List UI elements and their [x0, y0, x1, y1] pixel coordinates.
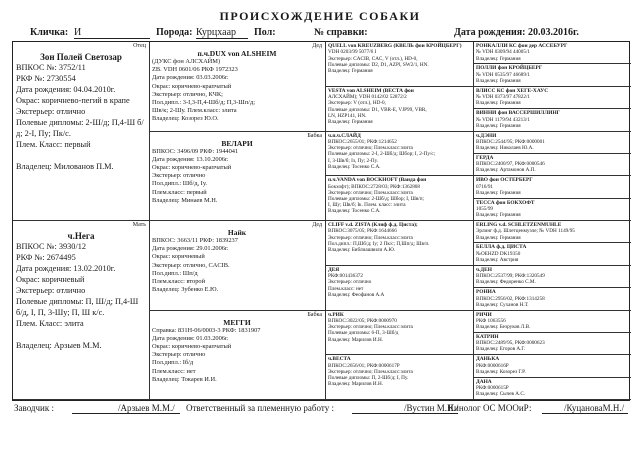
dog-detail: ВПКОС:2489/95, РКФ:0000623: [476, 340, 545, 347]
dog-detail: Экстерьер: отлично; Плем.класс:элита: [328, 189, 413, 196]
dog-detail: РКФ:001436372: [328, 273, 363, 280]
dog-detail: Владелец: Марилов И.Н.: [328, 381, 383, 388]
dog-detail: № VDH 1179/94 43213/1: [476, 116, 530, 123]
dog-detail: Владелец: Германия: [476, 100, 521, 107]
ref-label: № справки:: [314, 27, 368, 38]
dog-name: РОНКАЛЛИ КС фон дер АССЕБУРГ: [476, 43, 568, 49]
relation-tag: Дед: [312, 222, 322, 228]
dog-detail: Владелец: Феофанов А.А: [328, 291, 385, 298]
dog-detail: Владелец: Германия: [328, 68, 373, 75]
breeder-signature: [72, 403, 180, 414]
dog-name: БЕЛЛА ф.д. ЦИСТА: [476, 244, 527, 251]
great-great-grandparent-cell: [473, 199, 631, 221]
great-grandparent-cell: [325, 42, 473, 87]
dog-detail: Дата рождения: 04.04.2010г.: [16, 85, 116, 94]
dog-name: РИЧИ: [476, 311, 492, 318]
dog-detail: Дата рождения: 13.02.2010г.: [16, 264, 116, 273]
dog-name: ч.п.ч.СЛАЙД: [328, 132, 361, 139]
dog-detail: ВПКОС:2655/01; РКФ:1214652: [328, 138, 397, 145]
dog-detail: ВПКОС: 3663/11 РКФ: 1839237: [152, 237, 238, 244]
great-great-grandparent-cell: [473, 154, 631, 176]
sex-label: Пол:: [254, 27, 276, 38]
dog-detail: Окрас: коричнево-крапчатый: [152, 82, 232, 90]
dog-name: п.ч.DUX von ALSHEIM: [197, 49, 277, 58]
dog-detail: ВПКОС:2537/99; РКФ:1320549: [476, 273, 545, 280]
relation-tag: Мать: [132, 222, 146, 228]
dog-detail: [16, 150, 146, 161]
relation-tag: Бабка: [307, 132, 322, 139]
dog-detail: Плем. Класс: первый: [16, 140, 91, 149]
klichka-value: И: [74, 27, 150, 39]
dog-detail: Плем.класс: нет: [152, 367, 196, 375]
cynologist-signature: [542, 403, 628, 414]
grandparent-cell: [149, 221, 325, 311]
parent-cell: [13, 221, 149, 400]
dog-detail: Владелец: Безруков Л.В.: [476, 324, 531, 331]
dog-detail: Пол.дипл.: 3-I,3-П,4-Шб/д; П,3-Шп/д;: [152, 99, 255, 107]
responsible-signature: [352, 403, 458, 414]
dog-detail: ВПКОС №: 3752/11: [16, 63, 86, 72]
dog-detail: Дата рождения: 29.01.2006г.: [152, 245, 229, 253]
dog-detail: VDH 0203/99 5077/6 I: [328, 49, 377, 56]
dog-name: Найк: [227, 228, 247, 237]
dog-detail: (ДУКС фон АЛСХАЙМ): [152, 58, 221, 65]
dog-detail: № VDH 0373/97 47822/1: [476, 94, 530, 101]
dog-detail: ВПКОС: 3496/09 РКФ: 1944041: [152, 147, 239, 155]
dog-detail: РКФ №: 2674495: [16, 253, 76, 262]
dog-name: QUELL von KREUZBERG (КВЕЛЬ фон КРОЙЦБЕРГ): [328, 43, 462, 49]
dog-detail: Бокхофт); ВПКОС:2728/03; РКФ:1362808: [328, 183, 420, 190]
dog-name: ч.ДЭНИ: [476, 132, 497, 139]
great-great-grandparent-cell: [473, 266, 631, 288]
relation-tag: Дед: [312, 43, 322, 49]
great-great-grandparent-cell: [473, 333, 631, 355]
great-grandparent-cell: [325, 355, 473, 400]
dog-name: ВЕЛАРИ: [221, 138, 253, 148]
dog-detail: Окрас: коричнево-пегий в крапе: [16, 96, 130, 105]
dog-detail: Экстерьер: отлично: [152, 351, 206, 359]
header-row: [0, 25, 640, 39]
parent-cell: [13, 42, 149, 221]
dog-detail: РКФ 1063556: [476, 317, 506, 324]
relation-tag: Отец: [133, 43, 146, 49]
dog-detail: Владелец: Артамонов А.П.: [476, 167, 536, 174]
dog-detail: № VDH 0535/97 46689/1: [476, 71, 530, 78]
dog-detail: Окрас: коричневый: [16, 275, 85, 284]
dog-detail: ВПКОС №: 3930/12: [16, 242, 87, 251]
dog-detail: Экстерьер: отлично; Плем.класс:элита: [328, 145, 413, 152]
dog-name: CLIFF v.d. ZISTA (Клиф ф.д. Циста);: [328, 222, 418, 228]
dog-detail: Владелец: Германия: [476, 212, 521, 219]
dog-detail: Плем. Класс: элита: [16, 319, 84, 328]
dog-detail: Экстерьер: отлично: [152, 172, 206, 180]
dog-detail: Экстерьер: отлично: [16, 107, 86, 116]
great-grandparent-cell: [325, 311, 473, 356]
dog-detail: Полевые дипломы: П, Ш/д; П,4-Ш б/д, I, П, 3-Шу; П, Ш к/с.: [16, 297, 139, 317]
dog-detail: Владелец: Зубенко Е.Ю.: [152, 286, 219, 294]
dog-detail: Владелец: Германия: [476, 55, 521, 62]
dog-detail: Окрас: коричнево-крапчатый: [152, 163, 232, 171]
dog-detail: Полевые дипломы: 2-I, 2-Шб/д; Шбор; I, 2-Пу/с;: [328, 151, 436, 158]
dog-name: ч.ВЕСТА: [328, 356, 351, 363]
dog-name: Зон Полей Светозар: [40, 52, 122, 62]
great-great-grandparent-cell: [473, 132, 631, 154]
document-title: ПРОИСХОЖДЕНИЕ СОБАКИ: [219, 9, 421, 23]
dog-detail: Пол.дипл.: Шб/д, Iу.: [152, 180, 207, 188]
dog-name: МЕГГИ: [223, 317, 251, 327]
dog-detail: Экстерьер: отлично; Плем.класс:элита: [328, 368, 413, 375]
dog-detail: ВПКОС:2544/95; РКФ:0000001: [476, 138, 545, 145]
great-grandparent-cell: [325, 176, 473, 221]
dog-name: ч.Нега: [67, 231, 95, 241]
dog-name: ч.РИК: [328, 311, 344, 318]
responsible-value: /Вустин М.Н./: [404, 403, 459, 413]
breeder-label: Заводчик :: [14, 403, 54, 413]
great-great-grandparent-cell: [473, 311, 631, 333]
cynologist-label: Кинолог ОС МООиР:: [448, 403, 532, 413]
dog-detail: Дата рождения: 03.03.2006г.: [152, 74, 229, 82]
grandparent-cell: [149, 42, 325, 132]
breed-label: Порода:: [156, 27, 193, 38]
dog-detail: Справка: 831Н-06/0003-3 РКФ: 1831907: [152, 326, 261, 334]
dog-detail: Шв/к; 2-Шу. Плем.класс: элита: [152, 107, 237, 115]
dog-detail: Экстерьер: отлично, CACIB.: [152, 261, 230, 269]
great-great-grandparent-cell: [473, 109, 631, 131]
great-great-grandparent-cell: [473, 355, 631, 377]
dog-name: КАТРИН: [476, 333, 499, 340]
breed-value: Курцхаар: [196, 27, 248, 39]
great-great-grandparent-cell: [473, 64, 631, 86]
dog-detail: ВПКОС:2400/97, РКФ:0000546: [476, 161, 545, 168]
relation-tag: Бабка: [307, 311, 322, 318]
dog-detail: ВПКОС:2956/02, РКФ:1314258: [476, 295, 545, 302]
dog-detail: ВПКОС:3075/05; РКФ:1644666: [328, 228, 397, 235]
dog-name: ПОЛЛИ фон КРОЙЦБЕРГ: [476, 65, 543, 72]
dog-detail: I, Шу; Шв/б; Iк. Плем. класс: элита: [328, 202, 406, 209]
dog-detail: Владелец: Милованов П.М.: [16, 162, 114, 171]
dog-detail: АЛСХАЙМ); VDH 0142/02 52872/2: [328, 94, 407, 101]
dog-detail: Экстерьер: отлично; Плем.класс:элита: [328, 324, 413, 331]
dog-detail: Полевые дипломы: 6-П, 3-Шб/д: [328, 330, 399, 337]
dog-detail: Владелец: Германия: [476, 77, 521, 84]
dog-name: ДАНЬКА: [476, 356, 500, 363]
dog-name: ВЛИСС КС фон ХЕГЕ-ХАУС: [476, 87, 549, 94]
great-great-grandparent-cell: [473, 288, 631, 310]
dog-detail: Владелец: Марилов И.Н.: [328, 336, 383, 343]
dog-detail: Владелец: Минаев М.Н.: [152, 196, 218, 204]
dog-name: ИВО фон ОСТЕРБЕРГ: [476, 177, 533, 184]
dog-detail: ZB. VDH 0601/06 РКФ 1972323: [152, 66, 238, 74]
dog-detail: I, 3-Шв/б; Iз, Пу; 2-Пу.: [328, 157, 378, 164]
dog-detail: Экстерьер: отлично; Плем.класс:элита: [328, 234, 413, 241]
great-grandparent-cell: [325, 221, 473, 266]
dog-detail: Полевые дипломы: D1, VBR-E, VJP99, VBR,: [328, 106, 427, 113]
grandparent-cell: [149, 132, 325, 222]
dog-name: ДАНА: [476, 378, 492, 385]
dog-detail: Плем.класс: второй: [152, 278, 206, 286]
dog-name: п.ч.VANDA von BOCKHOFT (Ванда фон: [328, 177, 427, 184]
great-great-grandparent-cell: [473, 87, 631, 109]
dog-name: ч.ДЕН: [476, 266, 492, 273]
breeding-responsible-label: Ответственный за племенную работу :: [186, 403, 334, 413]
dog-detail: Экстерьер: отлично, КЧК;: [152, 90, 223, 98]
dog-detail: Полевые дипломы: П, 2-Шб/д; I, Пу.: [328, 375, 409, 382]
dog-detail: Пол.дипл.: П,Шб/д; Iу; 2 Пк/с; П,Шп/д; Шв/п.: [328, 240, 430, 247]
dog-detail: Владелец: Тосенко С.А.: [328, 163, 381, 170]
dog-detail: Владелец: Козорез Г.Р.: [476, 368, 526, 375]
dog-name: ERLING v.d. SCHLETZENMUHLE: [476, 222, 562, 228]
great-great-grandparent-cell: [473, 176, 631, 198]
dog-detail: Владелец: Токарев И.И.: [152, 375, 217, 383]
dog-detail: Владелец: Германия: [476, 122, 521, 129]
dog-detail: Эрлинг ф.д. Шлетценмуэле; № VDH 1149/95: [476, 228, 575, 235]
great-grandparent-cell: [325, 132, 473, 177]
dog-detail: ВПКОС:2656/01; РКФ:0000617Р: [328, 362, 400, 369]
dog-detail: Владелец: Германия: [328, 118, 373, 125]
dog-detail: Дата рождения: 01.03.2006г.: [152, 334, 229, 342]
dog-detail: Экстерьер: отлично: [328, 279, 372, 286]
dog-detail: Владелец: Егоров А.Г.: [476, 346, 526, 353]
generation-2-column: [149, 42, 325, 400]
signature-footer: [12, 403, 630, 417]
dog-detail: Владелец: Козорез Ю.О.: [152, 115, 219, 123]
dob-label: Дата рождения: 20.03.2016г.: [454, 27, 579, 38]
generation-1-column: [13, 42, 149, 400]
klichka-label: Кличка:: [30, 27, 69, 38]
great-grandparent-cell: [325, 87, 473, 132]
dog-detail: №ОЕНZD DK19350: [476, 250, 521, 257]
great-great-grandparent-cell: [473, 378, 631, 400]
dog-name: РОНИА: [476, 289, 496, 296]
grandparent-cell: [149, 311, 325, 401]
dog-name: VESTA von ALSHEIM (ВЕСТА фон: [328, 87, 414, 94]
dog-detail: Владелец: Германия: [476, 189, 521, 196]
dog-detail: Владелец: Федоренко С.М.: [476, 279, 536, 286]
dog-detail: Полевые дипломы: 2-Шб/д; Шбор; I, Шв/п;: [328, 196, 424, 203]
dog-detail: LN, HZP141, HN.: [328, 112, 367, 119]
dog-detail: Плем.класс: первый: [152, 188, 207, 196]
generation-3-column: [325, 42, 473, 400]
dog-detail: Плем.класс: нет: [328, 285, 364, 292]
dog-detail: ВПКОС:3022/05; РКФ:0000970: [328, 317, 397, 324]
dog-detail: Пол.дипл.: Iб/д: [152, 359, 194, 367]
dog-detail: Дата рождения: 13.10.2006г.: [152, 155, 229, 163]
dog-detail: Экстерьер: отлично: [16, 286, 86, 295]
pedigree-grid: [12, 41, 630, 401]
great-grandparent-cell: [325, 266, 473, 311]
dog-name: ВИННИ фон ВАССЕРШИЛЛИНГ: [476, 110, 561, 117]
dog-detail: РКФ №: 2730554: [16, 74, 76, 83]
dog-detail: 0716/91: [476, 183, 494, 190]
great-great-grandparent-cell: [473, 221, 631, 243]
dog-detail: Полевые дипломы: 2-Ш/д; П,4-Ш б/д; 2-I, Пу; Пк/с.: [16, 118, 144, 138]
dog-detail: Владелец: Арзыев М.М.: [16, 341, 102, 350]
dog-detail: Окрас: коричневый: [152, 253, 205, 261]
dog-detail: РКФ:0000615Р: [476, 385, 509, 392]
dog-detail: Владелец: Суханов Н.Т.: [476, 301, 529, 308]
great-great-grandparent-cell: [473, 42, 631, 64]
dog-detail: Владелец: Австрия: [476, 256, 519, 263]
dog-name: ДЕЯ: [328, 266, 340, 273]
dog-detail: Пол.дипл.: Шп/д: [152, 269, 198, 277]
dog-detail: Окрас: коричнево-крапчатый: [152, 342, 232, 350]
dog-name: ТЕССА фон БОКХОФТ: [476, 199, 535, 206]
dog-detail: РКФ:0000616Р: [476, 362, 509, 369]
dog-detail: Владелец: Тосенко С.А.: [328, 208, 381, 215]
dog-detail: Экстерьер: CACIB, CAC, V (отл.), HD-0,: [328, 55, 418, 62]
great-great-grandparent-cell: [473, 243, 631, 265]
dog-name: ГЕРДА: [476, 154, 494, 161]
dog-detail: [16, 329, 146, 340]
dog-detail: Владелец: Библиашвили А.Ю.: [328, 247, 396, 254]
dog-detail: Владелец: Николаев Ю.А.: [476, 145, 534, 152]
dog-detail: Полевые дипломы: D2, D1, AZPl, SW2/1, HN.: [328, 61, 429, 68]
dog-detail: Владелец: Сычев А.С.: [476, 391, 526, 398]
dog-detail: Экстерьер: V (отл.), HD-0,: [328, 100, 386, 107]
cynologist-value: /КуцановаМ.Н./: [564, 403, 625, 413]
dog-detail: Владелец: Германия: [476, 234, 521, 241]
dog-detail: № VDH 0309/94 44005/1: [476, 49, 530, 56]
breeder-value: /Арзыев М.М./: [118, 403, 175, 413]
generation-4-column: [473, 42, 631, 400]
dog-detail: 1055/99: [476, 206, 494, 213]
